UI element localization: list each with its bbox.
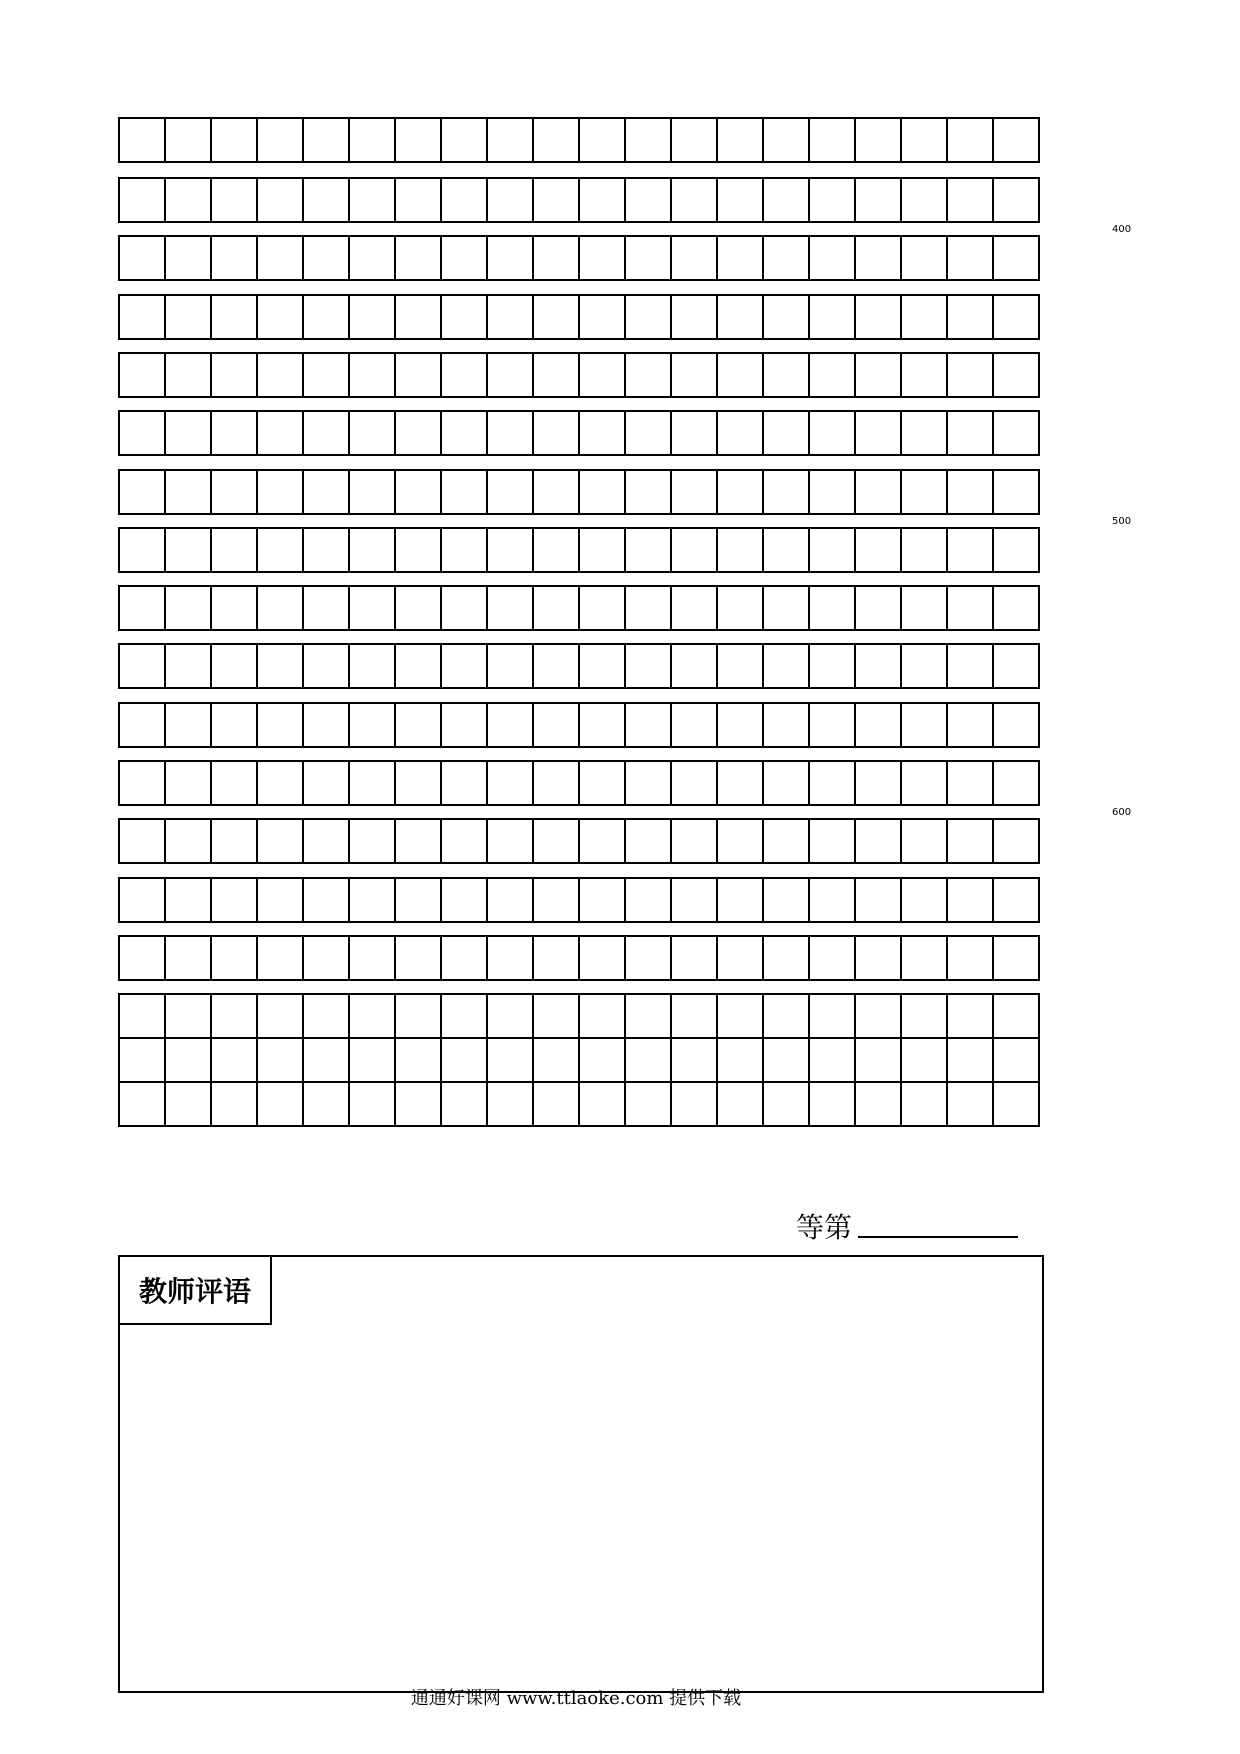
grade-blank[interactable] bbox=[858, 1236, 1018, 1238]
grid-row bbox=[118, 702, 1040, 748]
teacher-comment-box[interactable] bbox=[118, 1255, 1044, 1693]
char-count-500: 500 bbox=[1112, 516, 1132, 527]
teacher-comment-label: 教师评语 bbox=[120, 1257, 272, 1325]
grid-row bbox=[118, 643, 1040, 689]
grid-row bbox=[118, 760, 1040, 806]
grid-row bbox=[118, 585, 1040, 631]
char-count-400: 400 bbox=[1112, 224, 1132, 235]
grid-row bbox=[118, 352, 1040, 398]
grid-row bbox=[118, 527, 1040, 573]
grid-row bbox=[118, 117, 1040, 163]
grid-row bbox=[118, 877, 1040, 923]
grid-row bbox=[118, 235, 1040, 281]
grid-row bbox=[118, 469, 1040, 515]
grid-row bbox=[118, 177, 1040, 223]
char-count-600: 600 bbox=[1112, 807, 1132, 818]
grid-block-final bbox=[118, 993, 1040, 1127]
grid-row bbox=[118, 935, 1040, 981]
footer-text: 通通好课网 www.ttlaoke.com 提供下载 bbox=[410, 1688, 742, 1709]
grid-row bbox=[118, 410, 1040, 456]
grid-row bbox=[118, 294, 1040, 340]
grade-label: 等第 bbox=[796, 1211, 853, 1244]
grid-row bbox=[118, 818, 1040, 864]
